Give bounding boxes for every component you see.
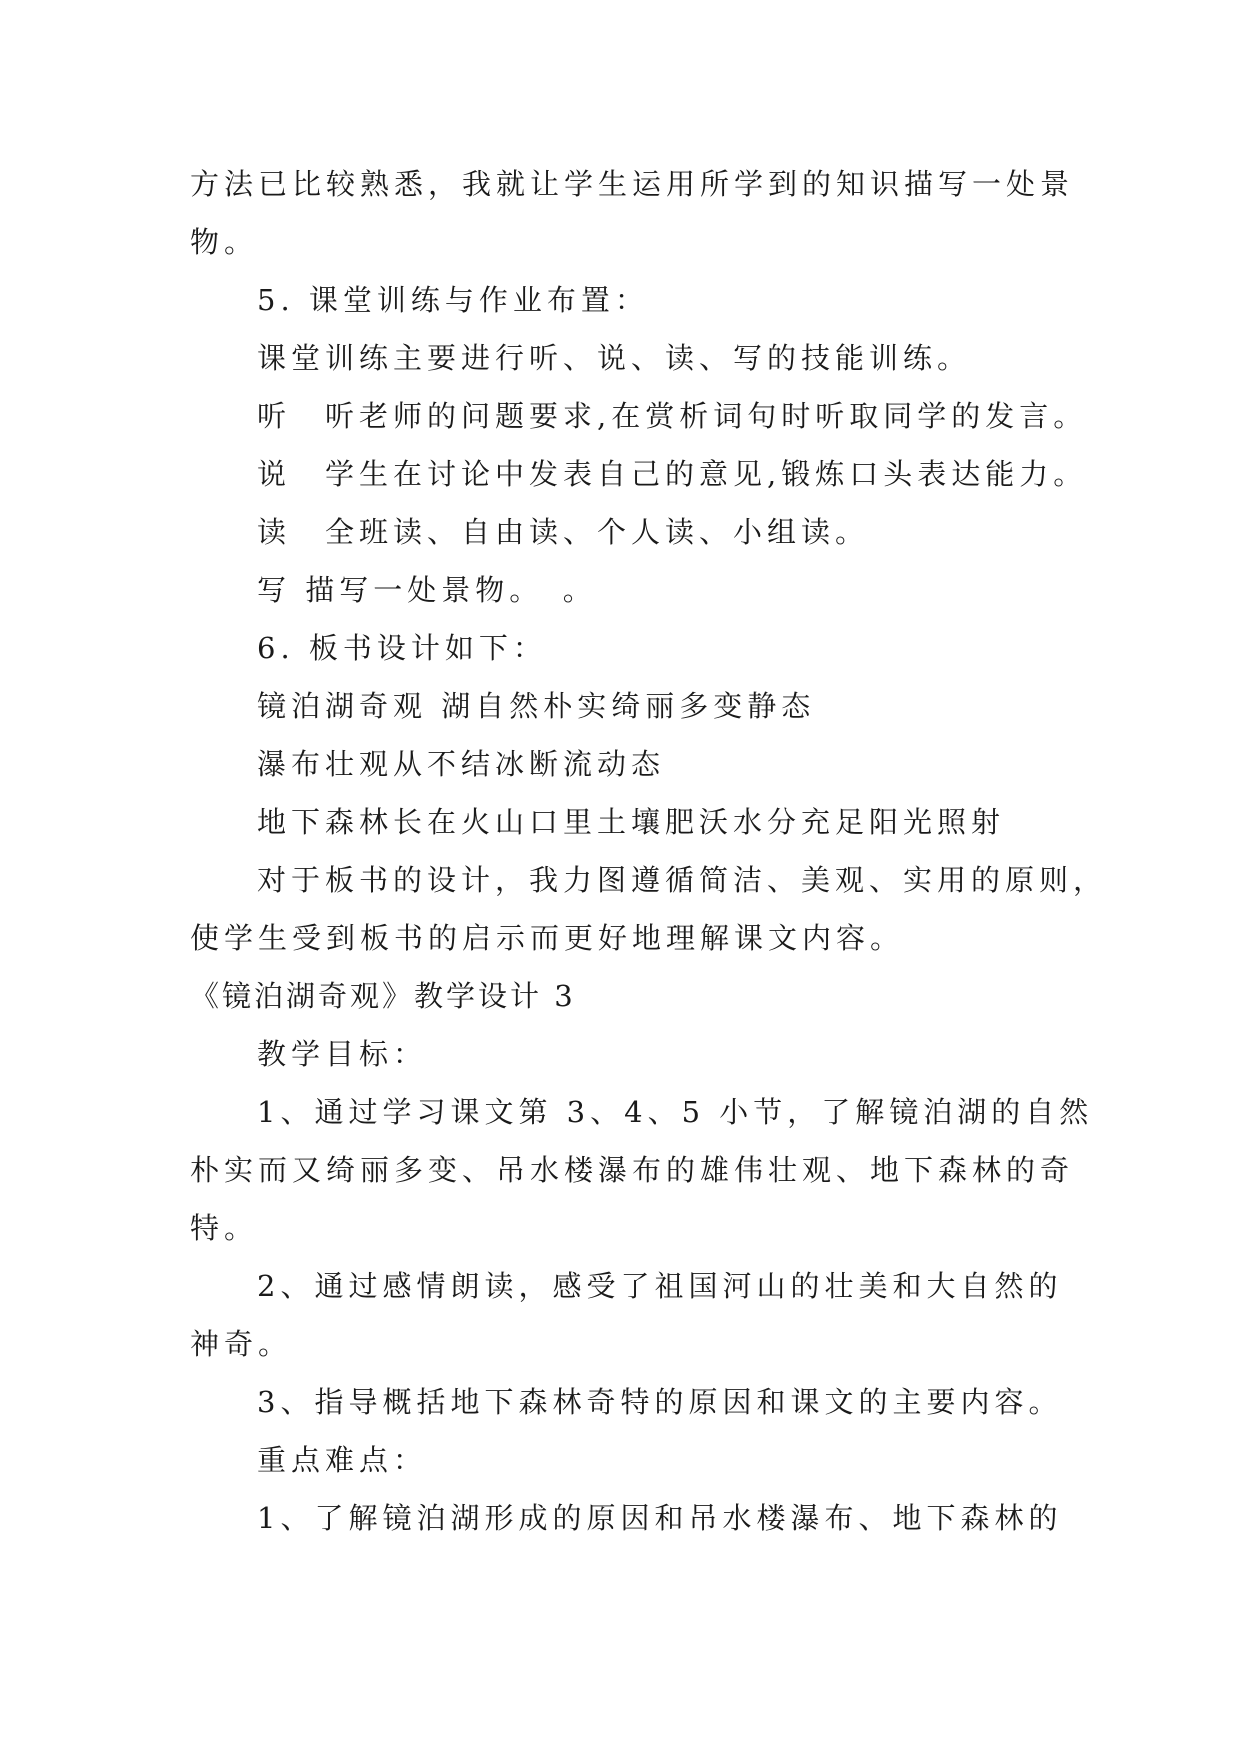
paragraph-line: 神奇。 — [190, 1327, 293, 1361]
section-title: 《镜泊湖奇观》教学设计 3 — [190, 979, 576, 1013]
section-heading: 重点难点： — [257, 1443, 428, 1477]
paragraph-line: 2、通过感情朗读，感受了祖国河山的壮美和大自然的 — [257, 1269, 1063, 1303]
paragraph-line: 对于板书的设计，我力图遵循简洁、美观、实用的原则， — [257, 863, 1108, 897]
paragraph-line: 说 学生在讨论中发表自己的意见,锻炼口头表达能力。 — [257, 457, 1088, 491]
paragraph-line: 写 描写一处景物。 。 — [257, 573, 597, 607]
paragraph-line: 物。 — [190, 225, 259, 259]
section-heading: 5. 课堂训练与作业布置： — [257, 283, 649, 317]
paragraph-line: 课堂训练主要进行听、说、读、写的技能训练。 — [257, 341, 972, 375]
paragraph-line: 听 听老师的问题要求,在赏析词句时听取同学的发言。 — [257, 399, 1088, 433]
paragraph-line: 1、了解镜泊湖形成的原因和吊水楼瀑布、地下森林的 — [257, 1501, 1063, 1535]
paragraph-line: 使学生受到板书的启示而更好地理解课文内容。 — [190, 921, 905, 955]
paragraph-line: 1、通过学习课文第 3、4、5 小节，了解镜泊湖的自然 — [257, 1095, 1094, 1129]
section-heading: 6. 板书设计如下： — [257, 631, 547, 665]
section-heading: 教学目标： — [257, 1037, 428, 1071]
paragraph-line: 朴实而又绮丽多变、吊水楼瀑布的雄伟壮观、地下森林的奇 — [190, 1153, 1075, 1187]
board-design-line: 地下森林长在火山口里土壤肥沃水分充足阳光照射 — [257, 805, 1006, 839]
board-design-line: 镜泊湖奇观 湖自然朴实绮丽多变静态 — [257, 689, 816, 723]
paragraph-line: 特。 — [190, 1211, 259, 1245]
paragraph-line: 读 全班读、自由读、个人读、小组读。 — [257, 515, 870, 549]
paragraph-line: 3、指导概括地下森林奇特的原因和课文的主要内容。 — [257, 1385, 1063, 1419]
board-design-line: 瀑布壮观从不结冰断流动态 — [257, 747, 666, 781]
paragraph-line: 方法已比较熟悉，我就让学生运用所学到的知识描写一处景 — [190, 167, 1075, 201]
